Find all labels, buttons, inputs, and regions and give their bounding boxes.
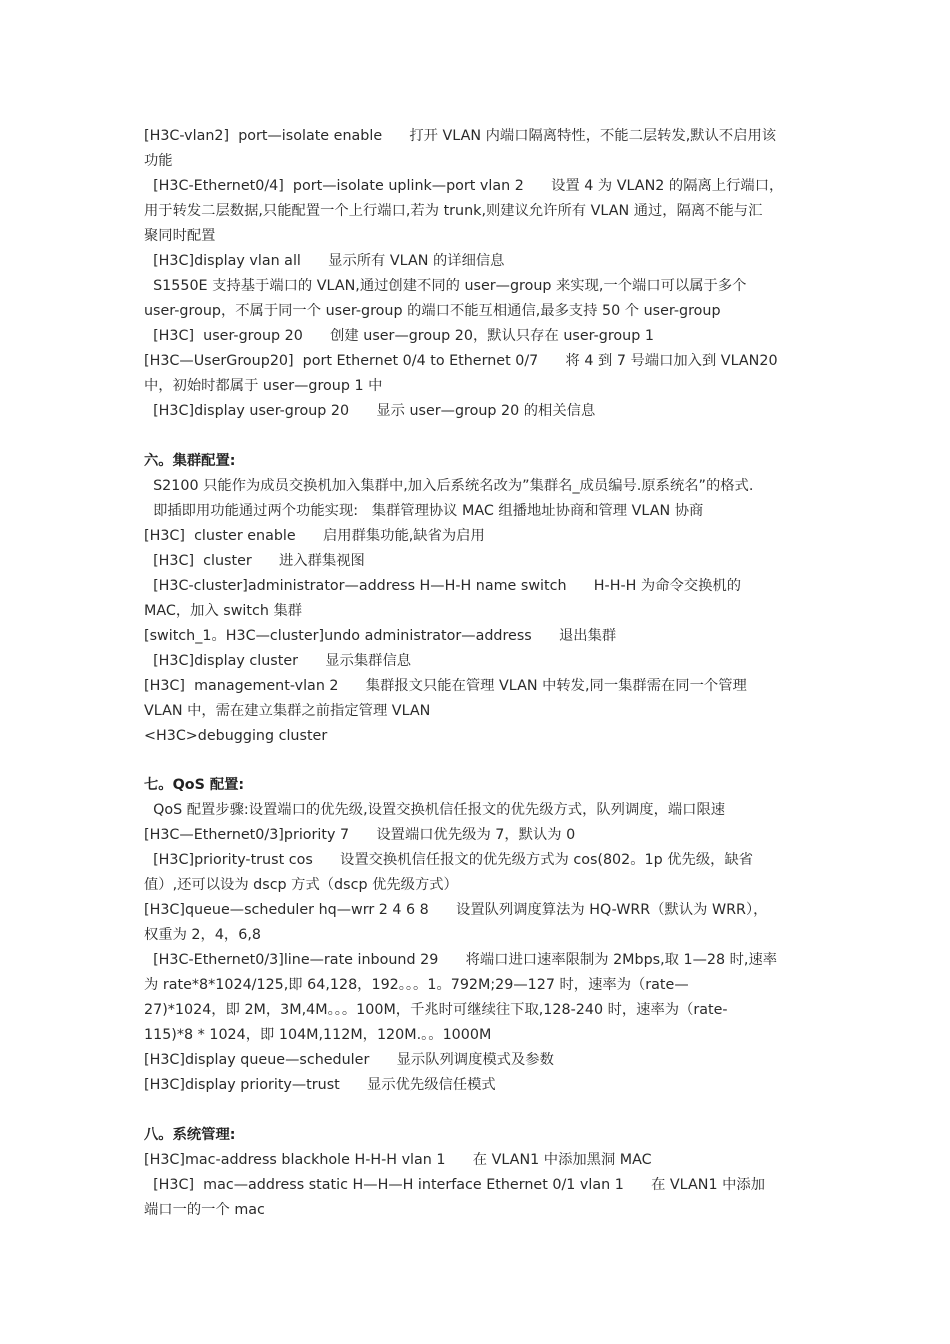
text-line: [H3C]display cluster 显示集群信息	[144, 652, 412, 669]
text-line: [H3C-vlan2] port—isolate enable 打开 VLAN 内端口隔离特性，不能二层转发,默认不启用该	[144, 128, 777, 144]
text-line: MAC，加入 switch 集群	[144, 602, 303, 619]
text-line: QoS 配置步骤:设置端口的优先级,设置交换机信任报文的优先级方式，队列调度，端口限速	[144, 802, 726, 818]
section-vlan	[144, 124, 808, 424]
section-system	[144, 1123, 808, 1223]
text-line: [H3C] mac—address static H—H—H interface Ethernet 0/1 vlan 1 在 VLAN1 中添加	[144, 1176, 765, 1193]
text-line: VLAN 中，需在建立集群之前指定管理 VLAN	[144, 702, 431, 719]
text-line: S1550E 支持基于端口的 VLAN,通过创建不同的 user—group 来实现,一个端口可以属于多个	[144, 278, 747, 294]
section-gap	[144, 424, 808, 449]
section-gap	[144, 749, 808, 774]
document-page	[144, 124, 808, 1223]
text-line: 功能	[144, 153, 173, 169]
section-gap	[144, 1098, 808, 1123]
text-line: 27)*1024，即 2M，3M,4M。。。100M，千兆时可继续往下取,128-240 时，速率为（rate-	[144, 1002, 728, 1018]
text-line: S2100 只能作为成员交换机加入集群中,加入后系统名改为”集群名_成员编号.原系统名”的格式.	[144, 477, 754, 494]
text-line: [H3C]queue—scheduler hq—wrr 2 4 6 8 设置队列调度算法为 HQ-WRR（默认为 WRR），	[144, 902, 768, 918]
text-line: [H3C]display priority—trust 显示优先级信任模式	[144, 1077, 496, 1093]
section-heading: 八。系统管理:	[144, 1126, 236, 1143]
text-line: 用于转发二层数据,只能配置一个上行端口,若为 trunk,则建议允许所有 VLAN 通过，隔离不能与汇	[144, 203, 763, 219]
text-line: [H3C—Ethernet0/3]priority 7 设置端口优先级为 7，默认为 0	[144, 827, 576, 843]
text-line: [switch_1。H3C—cluster]undo administrator—address 退出集群	[144, 627, 617, 644]
section-heading: 六。集群配置:	[144, 452, 236, 469]
text-line: [H3C] cluster 进入群集视图	[144, 552, 365, 569]
section-cluster	[144, 449, 808, 749]
text-line: [H3C] management-vlan 2 集群报文只能在管理 VLAN 中转发,同一集群需在同一个管理	[144, 677, 747, 694]
section-qos	[144, 773, 808, 1098]
text-line: [H3C] user-group 20 创建 user—group 20，默认只存在 user-group 1	[144, 328, 654, 344]
text-line: [H3C] cluster enable 启用群集功能,缺省为启用	[144, 527, 485, 544]
text-line: [H3C—UserGroup20] port Ethernet 0/4 to Ethernet 0/7 将 4 到 7 号端口加入到 VLAN20	[144, 353, 778, 369]
text-line: [H3C]display vlan all 显示所有 VLAN 的详细信息	[144, 253, 505, 269]
text-line: [H3C-Ethernet0/3]line—rate inbound 29 将端口进口速率限制为 2Mbps,取 1—28 时,速率	[144, 952, 778, 968]
text-line: 值）,还可以设为 dscp 方式（dscp 优先级方式）	[144, 877, 458, 893]
text-line: <H3C>debugging cluster	[144, 727, 328, 744]
text-line: 聚同时配置	[144, 228, 216, 244]
text-line: 115)*8 * 1024，即 104M,112M，120M.。。1000M	[144, 1027, 492, 1043]
text-line: [H3C]display queue—scheduler 显示队列调度模式及参数	[144, 1052, 554, 1068]
text-line: 即插即用功能通过两个功能实现: 集群管理协议 MAC 组播地址协商和管理 VLAN 协商	[144, 502, 704, 519]
text-line: [H3C-Ethernet0/4] port—isolate uplink—port vlan 2 设置 4 为 VLAN2 的隔离上行端口，	[144, 178, 784, 194]
text-line: [H3C]display user-group 20 显示 user—group 20 的相关信息	[144, 403, 596, 419]
text-line: 端口一的一个 mac	[144, 1201, 265, 1218]
text-line: [H3C-cluster]administrator—address H—H-H name switch H-H-H 为命令交换机的	[144, 577, 741, 594]
text-line: 中，初始时都属于 user—group 1 中	[144, 378, 383, 394]
text-line: 权重为 2，4，6,8	[144, 927, 261, 943]
section-heading: 七。QoS 配置:	[144, 777, 245, 793]
text-line: user-group，不属于同一个 user-group 的端口不能互相通信,最多支持 50 个 user-group	[144, 303, 721, 319]
text-line: 为 rate*8*1024/125,即 64,128，192。。。1。792M;29—127 时，速率为（rate—	[144, 977, 689, 993]
text-line: [H3C]mac-address blackhole H-H-H vlan 1 在 VLAN1 中添加黑洞 MAC	[144, 1151, 652, 1168]
text-line: [H3C]priority-trust cos 设置交换机信任报文的优先级方式为 cos(802。1p 优先级，缺省	[144, 852, 754, 868]
